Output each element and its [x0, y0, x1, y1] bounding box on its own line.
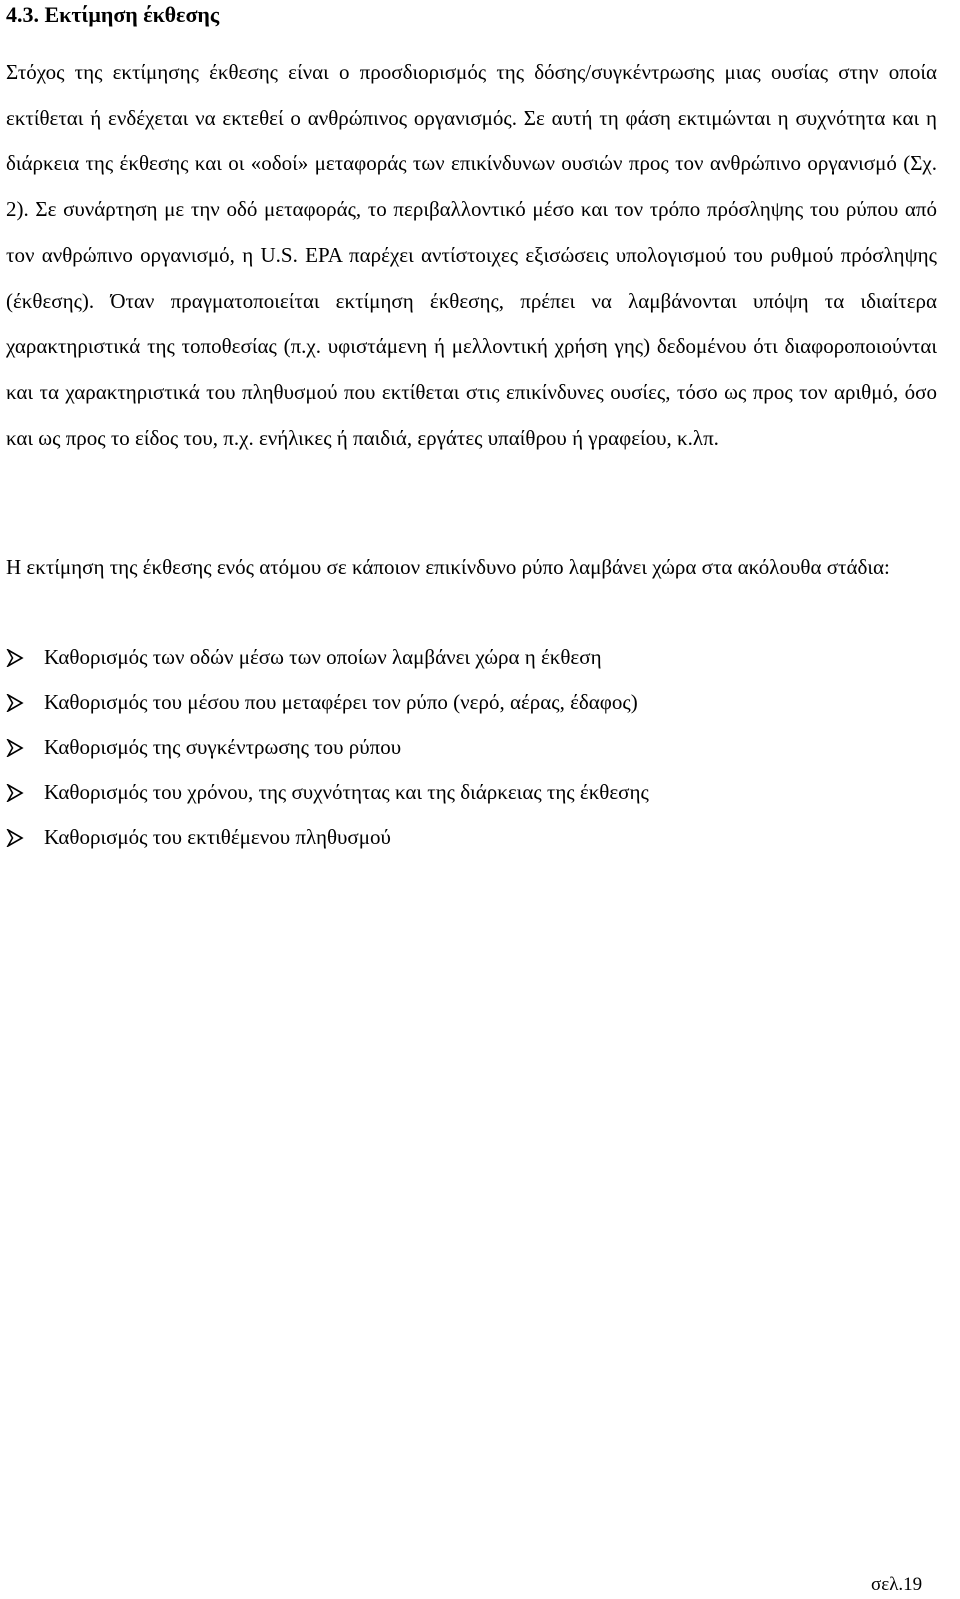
list-item [6, 680, 937, 725]
list-item [6, 815, 937, 860]
list-item [6, 770, 937, 815]
arrowhead-bullet-icon [6, 829, 44, 847]
list-item [6, 725, 937, 770]
arrowhead-bullet-icon [6, 739, 44, 757]
list-item-text: Καθορισμός του χρόνου, της συχνότητας και της διάρκειας της έκθεσης [44, 780, 649, 804]
list-item-text: Καθορισμός του εκτιθέμενου πληθυσμού [44, 825, 391, 849]
list-item-text: Καθορισμός του μέσου που μεταφέρει τον ρύπο (νερό, αέρας, έδαφος) [44, 690, 638, 714]
arrowhead-bullet-icon [6, 784, 44, 802]
body-paragraph-exposure-assessment: Στόχος της εκτίμησης έκθεσης είναι ο προσδιορισμός της δόσης/συγκέντρωσης μιας ουσίας στην οποία εκτίθεται ή ενδέχεται να εκτεθεί ο ανθρώπινος οργανισμός. Σε αυτή τη φάση εκτιμώνται η συχνότητα και η διάρκεια της έκθεσης και οι «οδοί» μεταφοράς των επικίνδυνων ουσιών προς τον ανθρώπινο οργανισμό (Σχ. 2). Σε συνάρτηση με την οδό μεταφοράς, το περιβαλλοντικό μέσο και τον τρόπο πρόσληψης του ρύπου από τον ανθρώπινο οργανισμό, η U.S. EPA παρέχει αντίστοιχες εξισώσεις υπολογισμού του ρυθμού πρόσληψης (έκθεσης). Όταν πραγματοποιείται εκτίμηση έκθεσης, πρέπει να λαμβάνονται υπόψη τα ιδιαίτερα χαρακτηριστικά της τοποθεσίας (π.χ. υφιστάμενη ή μελλοντική χρήση γης) δεδομένου ότι διαφοροποιούνται και τα χαρακτηριστικά του πληθυσμού που εκτίθεται στις επικίνδυνες ουσίες, τόσο ως προς τον αριθμό, όσο και ως προς το είδος του, π.χ. ενήλικες ή παιδιά, εργάτες υπαίθρου ή γραφείου, κ.λπ. [6, 60, 937, 450]
list-item-text: Καθορισμός των οδών μέσω των οποίων λαμβάνει χώρα η έκθεση [44, 645, 602, 669]
stages-bullet-list [6, 635, 937, 860]
body-paragraph-stages-intro: Η εκτίμηση της έκθεσης ενός ατόμου σε κάποιον επικίνδυνο ρύπο λαμβάνει χώρα στα ακόλουθα στάδια: [6, 555, 890, 579]
arrowhead-bullet-icon [6, 694, 44, 712]
list-item-text: Καθορισμός της συγκέντρωσης του ρύπου [44, 735, 402, 759]
page-number: σελ.19 [871, 1574, 923, 1595]
arrowhead-bullet-icon [6, 649, 44, 667]
section-heading: 4.3. Εκτίμηση έκθεσης [6, 2, 220, 27]
list-item [6, 635, 937, 680]
